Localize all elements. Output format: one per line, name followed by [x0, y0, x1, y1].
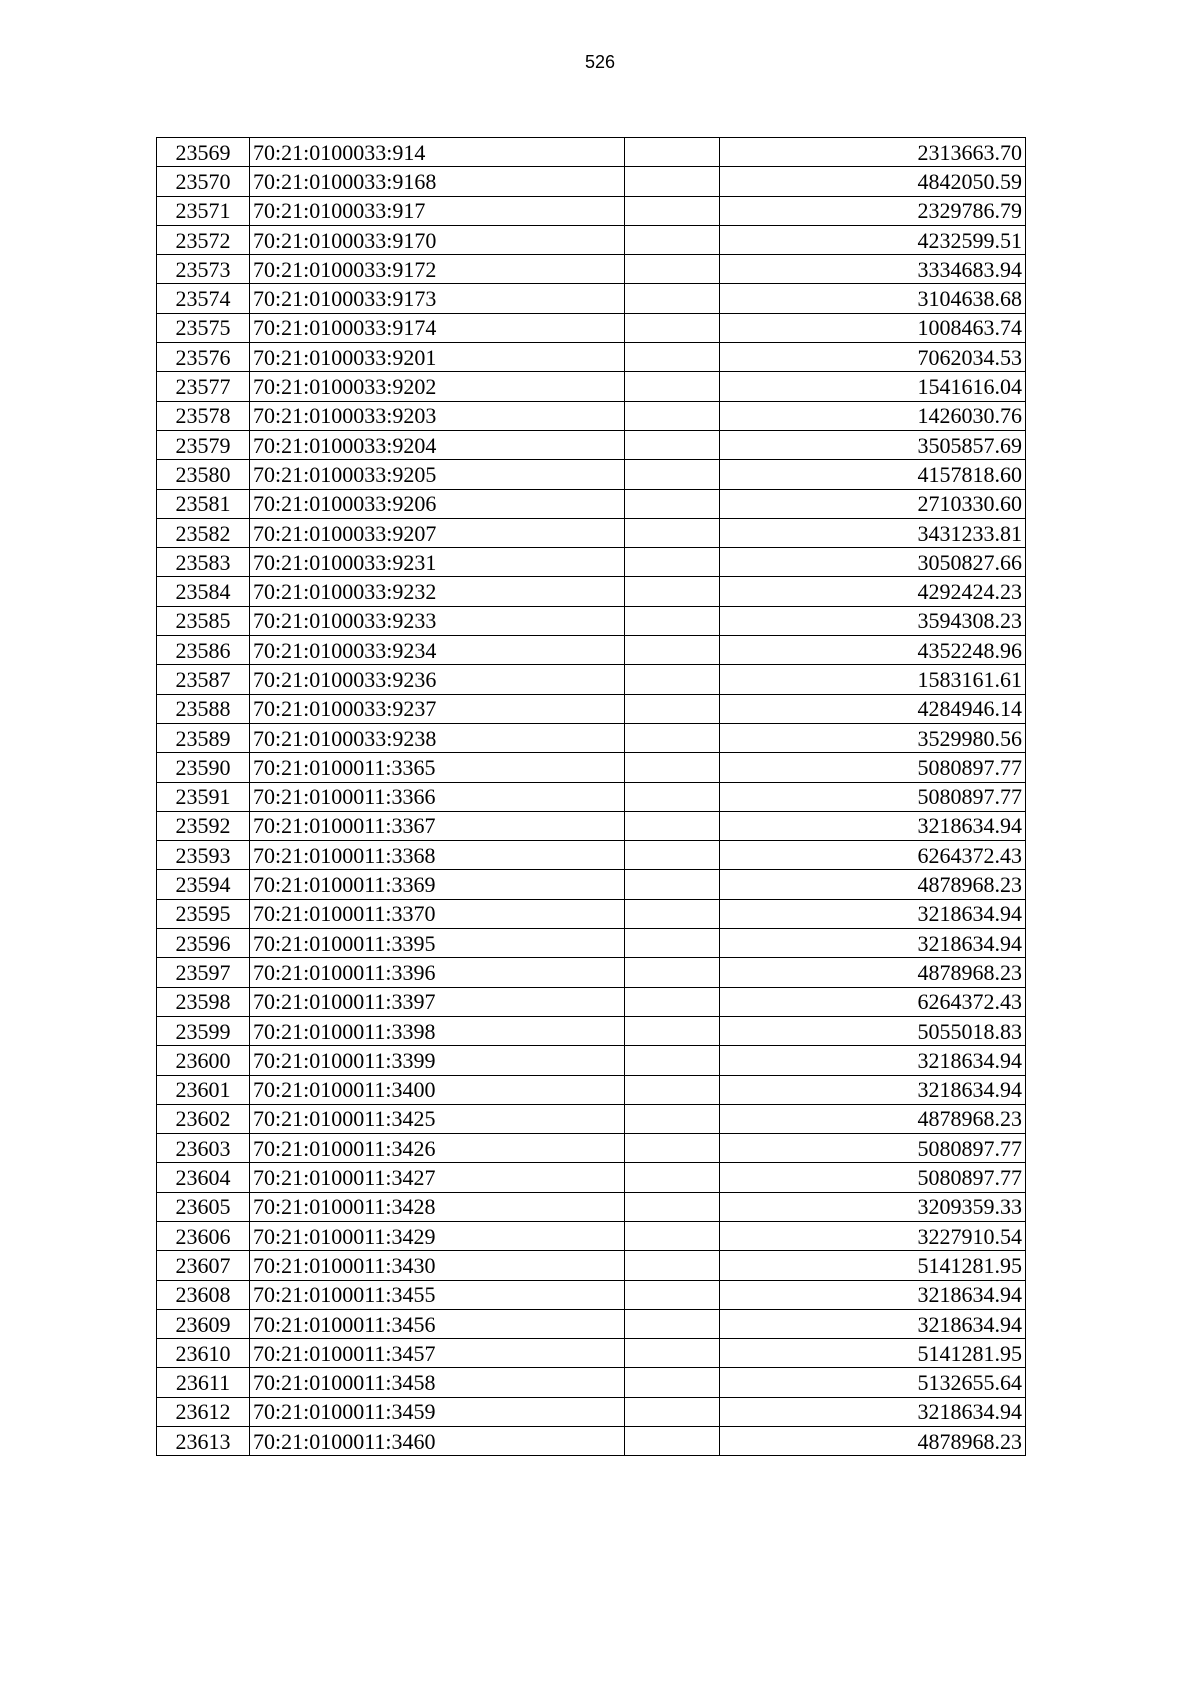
value-cell: 1541616.04 [720, 372, 1026, 401]
value-cell: 4842050.59 [720, 167, 1026, 196]
table-row [157, 1046, 1026, 1075]
table-row [157, 723, 1026, 752]
value-cell: 5141281.95 [720, 1339, 1026, 1368]
row-number-cell: 23572 [157, 225, 250, 254]
value-cell: 5080897.77 [720, 782, 1026, 811]
table-row [157, 1104, 1026, 1133]
row-number-cell: 23582 [157, 518, 250, 547]
table-row [157, 987, 1026, 1016]
cadastral-number-cell: 70:21:0100011:3428 [250, 1192, 625, 1221]
table-row [157, 665, 1026, 694]
empty-cell [625, 196, 720, 225]
empty-cell [625, 1075, 720, 1104]
value-cell: 3050827.66 [720, 548, 1026, 577]
cadastral-number-cell: 70:21:0100011:3369 [250, 870, 625, 899]
empty-cell [625, 811, 720, 840]
value-cell: 3431233.81 [720, 518, 1026, 547]
cadastral-number-cell: 70:21:0100011:3398 [250, 1016, 625, 1045]
value-cell: 4284946.14 [720, 694, 1026, 723]
row-number-cell: 23591 [157, 782, 250, 811]
cadastral-number-cell: 70:21:0100033:9203 [250, 401, 625, 430]
value-cell: 4878968.23 [720, 1427, 1026, 1456]
cadastral-number-cell: 70:21:0100033:9174 [250, 313, 625, 342]
table-row [157, 489, 1026, 518]
table-row [157, 1163, 1026, 1192]
row-number-cell: 23579 [157, 430, 250, 459]
empty-cell [625, 284, 720, 313]
cadastral-number-cell: 70:21:0100033:9236 [250, 665, 625, 694]
cadastral-number-cell: 70:21:0100011:3426 [250, 1134, 625, 1163]
table-row [157, 1016, 1026, 1045]
value-cell: 5080897.77 [720, 753, 1026, 782]
empty-cell [625, 987, 720, 1016]
value-cell: 7062034.53 [720, 343, 1026, 372]
cadastral-number-cell: 70:21:0100033:9232 [250, 577, 625, 606]
row-number-cell: 23571 [157, 196, 250, 225]
cadastral-number-cell: 70:21:0100011:3427 [250, 1163, 625, 1192]
row-number-cell: 23584 [157, 577, 250, 606]
row-number-cell: 23589 [157, 723, 250, 752]
empty-cell [625, 1339, 720, 1368]
table-row [157, 929, 1026, 958]
value-cell: 3594308.23 [720, 606, 1026, 635]
empty-cell [625, 1046, 720, 1075]
table-row [157, 1075, 1026, 1104]
empty-cell [625, 694, 720, 723]
cadastral-number-cell: 70:21:0100033:9202 [250, 372, 625, 401]
cadastral-number-cell: 70:21:0100011:3457 [250, 1339, 625, 1368]
empty-cell [625, 1309, 720, 1338]
value-cell: 3218634.94 [720, 929, 1026, 958]
row-number-cell: 23586 [157, 636, 250, 665]
empty-cell [625, 870, 720, 899]
cadastral-number-cell: 70:21:0100033:9170 [250, 225, 625, 254]
cadastral-number-cell: 70:21:0100011:3456 [250, 1309, 625, 1338]
table-row [157, 1192, 1026, 1221]
row-number-cell: 23613 [157, 1427, 250, 1456]
empty-cell [625, 1192, 720, 1221]
value-cell: 6264372.43 [720, 841, 1026, 870]
table-row [157, 255, 1026, 284]
table-row [157, 1251, 1026, 1280]
value-cell: 4878968.23 [720, 1104, 1026, 1133]
empty-cell [625, 782, 720, 811]
cadastral-number-cell: 70:21:0100033:9204 [250, 430, 625, 459]
empty-cell [625, 958, 720, 987]
row-number-cell: 23583 [157, 548, 250, 577]
cadastral-number-cell: 70:21:0100033:9206 [250, 489, 625, 518]
cadastral-number-cell: 70:21:0100011:3429 [250, 1221, 625, 1250]
table-row [157, 1221, 1026, 1250]
table-row [157, 811, 1026, 840]
row-number-cell: 23573 [157, 255, 250, 284]
cadastral-number-cell: 70:21:0100011:3366 [250, 782, 625, 811]
row-number-cell: 23607 [157, 1251, 250, 1280]
row-number-cell: 23587 [157, 665, 250, 694]
table-row [157, 284, 1026, 313]
table-row [157, 430, 1026, 459]
value-cell: 4352248.96 [720, 636, 1026, 665]
cadastral-number-cell: 70:21:0100011:3458 [250, 1368, 625, 1397]
page-number: 526 [584, 52, 616, 72]
empty-cell [625, 1134, 720, 1163]
value-cell: 2313663.70 [720, 138, 1026, 167]
value-cell: 3218634.94 [720, 1046, 1026, 1075]
value-cell: 5080897.77 [720, 1163, 1026, 1192]
cadastral-number-cell: 70:21:0100033:9201 [250, 343, 625, 372]
value-cell: 4878968.23 [720, 958, 1026, 987]
row-number-cell: 23604 [157, 1163, 250, 1192]
cadastral-number-cell: 70:21:0100011:3455 [250, 1280, 625, 1309]
table-row [157, 196, 1026, 225]
empty-cell [625, 1104, 720, 1133]
empty-cell [625, 899, 720, 928]
table-row [157, 1134, 1026, 1163]
row-number-cell: 23608 [157, 1280, 250, 1309]
table-row [157, 958, 1026, 987]
table-row [157, 606, 1026, 635]
row-number-cell: 23575 [157, 313, 250, 342]
table-row [157, 636, 1026, 665]
row-number-cell: 23610 [157, 1339, 250, 1368]
row-number-cell: 23577 [157, 372, 250, 401]
row-number-cell: 23602 [157, 1104, 250, 1133]
row-number-cell: 23594 [157, 870, 250, 899]
value-cell: 3529980.56 [720, 723, 1026, 752]
cadastral-number-cell: 70:21:0100011:3368 [250, 841, 625, 870]
empty-cell [625, 343, 720, 372]
value-cell: 3218634.94 [720, 1075, 1026, 1104]
value-cell: 1426030.76 [720, 401, 1026, 430]
table-row [157, 577, 1026, 606]
row-number-cell: 23578 [157, 401, 250, 430]
value-cell: 4157818.60 [720, 460, 1026, 489]
empty-cell [625, 1251, 720, 1280]
table-row [157, 372, 1026, 401]
value-cell: 3505857.69 [720, 430, 1026, 459]
table-row [157, 870, 1026, 899]
table-row [157, 1397, 1026, 1426]
cadastral-number-cell: 70:21:0100033:9237 [250, 694, 625, 723]
row-number-cell: 23596 [157, 929, 250, 958]
row-number-cell: 23598 [157, 987, 250, 1016]
cadastral-number-cell: 70:21:0100011:3396 [250, 958, 625, 987]
table-row [157, 782, 1026, 811]
empty-cell [625, 606, 720, 635]
cadastral-number-cell: 70:21:0100033:9231 [250, 548, 625, 577]
value-cell: 6264372.43 [720, 987, 1026, 1016]
empty-cell [625, 255, 720, 284]
value-cell: 1583161.61 [720, 665, 1026, 694]
table-row [157, 1427, 1026, 1456]
row-number-cell: 23601 [157, 1075, 250, 1104]
table-row [157, 313, 1026, 342]
empty-cell [625, 1016, 720, 1045]
cadastral-number-cell: 70:21:0100011:3400 [250, 1075, 625, 1104]
value-cell: 4232599.51 [720, 225, 1026, 254]
value-cell: 3334683.94 [720, 255, 1026, 284]
cadastral-value-table [156, 137, 1026, 1456]
empty-cell [625, 430, 720, 459]
empty-cell [625, 460, 720, 489]
row-number-cell: 23600 [157, 1046, 250, 1075]
cadastral-number-cell: 70:21:0100033:9168 [250, 167, 625, 196]
table-row [157, 899, 1026, 928]
value-cell: 1008463.74 [720, 313, 1026, 342]
value-cell: 5055018.83 [720, 1016, 1026, 1045]
row-number-cell: 23593 [157, 841, 250, 870]
row-number-cell: 23574 [157, 284, 250, 313]
empty-cell [625, 665, 720, 694]
row-number-cell: 23599 [157, 1016, 250, 1045]
value-cell: 3218634.94 [720, 811, 1026, 840]
row-number-cell: 23611 [157, 1368, 250, 1397]
table-row [157, 167, 1026, 196]
empty-cell [625, 1397, 720, 1426]
cadastral-number-cell: 70:21:0100033:9205 [250, 460, 625, 489]
cadastral-number-cell: 70:21:0100033:9233 [250, 606, 625, 635]
value-cell: 3227910.54 [720, 1221, 1026, 1250]
empty-cell [625, 929, 720, 958]
row-number-cell: 23595 [157, 899, 250, 928]
row-number-cell: 23605 [157, 1192, 250, 1221]
table-row [157, 694, 1026, 723]
table-row [157, 841, 1026, 870]
empty-cell [625, 489, 720, 518]
row-number-cell: 23580 [157, 460, 250, 489]
value-cell: 3209359.33 [720, 1192, 1026, 1221]
empty-cell [625, 1280, 720, 1309]
table-row [157, 1339, 1026, 1368]
cadastral-number-cell: 70:21:0100033:9207 [250, 518, 625, 547]
empty-cell [625, 372, 720, 401]
cadastral-number-cell: 70:21:0100011:3365 [250, 753, 625, 782]
empty-cell [625, 225, 720, 254]
row-number-cell: 23570 [157, 167, 250, 196]
cadastral-number-cell: 70:21:0100011:3460 [250, 1427, 625, 1456]
table-row [157, 753, 1026, 782]
table-row [157, 1368, 1026, 1397]
empty-cell [625, 518, 720, 547]
cadastral-number-cell: 70:21:0100033:9172 [250, 255, 625, 284]
empty-cell [625, 636, 720, 665]
row-number-cell: 23597 [157, 958, 250, 987]
empty-cell [625, 577, 720, 606]
empty-cell [625, 1368, 720, 1397]
cadastral-number-cell: 70:21:0100011:3395 [250, 929, 625, 958]
table-row [157, 138, 1026, 167]
cadastral-number-cell: 70:21:0100011:3430 [250, 1251, 625, 1280]
value-cell: 5132655.64 [720, 1368, 1026, 1397]
cadastral-number-cell: 70:21:0100011:3397 [250, 987, 625, 1016]
value-cell: 4292424.23 [720, 577, 1026, 606]
empty-cell [625, 841, 720, 870]
value-cell: 5080897.77 [720, 1134, 1026, 1163]
table-row [157, 1309, 1026, 1338]
table-row [157, 225, 1026, 254]
value-cell: 3104638.68 [720, 284, 1026, 313]
cadastral-number-cell: 70:21:0100033:9234 [250, 636, 625, 665]
row-number-cell: 23588 [157, 694, 250, 723]
value-cell: 3218634.94 [720, 1309, 1026, 1338]
empty-cell [625, 1427, 720, 1456]
cadastral-number-cell: 70:21:0100011:3459 [250, 1397, 625, 1426]
row-number-cell: 23609 [157, 1309, 250, 1338]
table-body [157, 138, 1026, 1456]
empty-cell [625, 313, 720, 342]
row-number-cell: 23576 [157, 343, 250, 372]
value-cell: 4878968.23 [720, 870, 1026, 899]
empty-cell [625, 401, 720, 430]
empty-cell [625, 1163, 720, 1192]
table-row [157, 548, 1026, 577]
row-number-cell: 23606 [157, 1221, 250, 1250]
row-number-cell: 23592 [157, 811, 250, 840]
cadastral-number-cell: 70:21:0100011:3367 [250, 811, 625, 840]
row-number-cell: 23581 [157, 489, 250, 518]
value-cell: 5141281.95 [720, 1251, 1026, 1280]
row-number-cell: 23612 [157, 1397, 250, 1426]
value-cell: 2329786.79 [720, 196, 1026, 225]
table-row [157, 518, 1026, 547]
cadastral-number-cell: 70:21:0100033:9238 [250, 723, 625, 752]
cadastral-number-cell: 70:21:0100033:917 [250, 196, 625, 225]
empty-cell [625, 548, 720, 577]
cadastral-number-cell: 70:21:0100011:3425 [250, 1104, 625, 1133]
cadastral-number-cell: 70:21:0100011:3399 [250, 1046, 625, 1075]
cadastral-number-cell: 70:21:0100033:9173 [250, 284, 625, 313]
value-cell: 2710330.60 [720, 489, 1026, 518]
table-row [157, 343, 1026, 372]
row-number-cell: 23590 [157, 753, 250, 782]
empty-cell [625, 138, 720, 167]
table-row [157, 401, 1026, 430]
empty-cell [625, 1221, 720, 1250]
value-cell: 3218634.94 [720, 1397, 1026, 1426]
row-number-cell: 23585 [157, 606, 250, 635]
empty-cell [625, 753, 720, 782]
empty-cell [625, 723, 720, 752]
row-number-cell: 23569 [157, 138, 250, 167]
row-number-cell: 23603 [157, 1134, 250, 1163]
empty-cell [625, 167, 720, 196]
cadastral-number-cell: 70:21:0100011:3370 [250, 899, 625, 928]
cadastral-number-cell: 70:21:0100033:914 [250, 138, 625, 167]
value-cell: 3218634.94 [720, 899, 1026, 928]
table-row [157, 460, 1026, 489]
value-cell: 3218634.94 [720, 1280, 1026, 1309]
table-row [157, 1280, 1026, 1309]
